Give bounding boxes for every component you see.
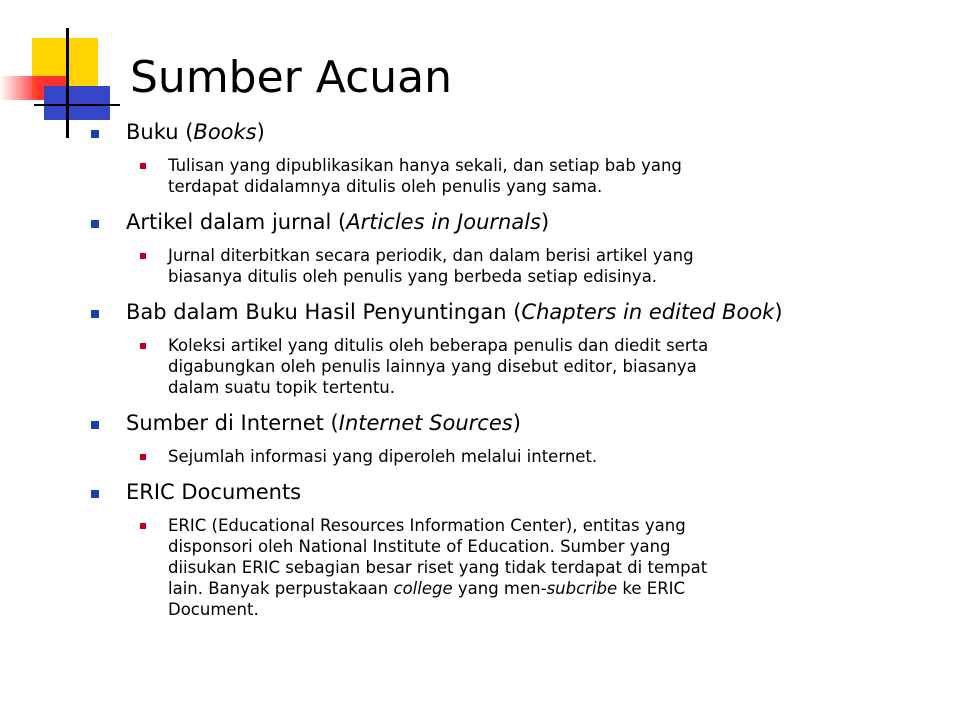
- bullet-list: [88, 112, 888, 620]
- bullet-chapters: Bab dalam Buku Hasil Penyuntingan (Chapters in edited Book): [88, 299, 888, 325]
- bullet-eric: ERIC Documents: [88, 479, 888, 505]
- bullet-books: Buku (Books): [88, 119, 888, 145]
- logo-horizontal-line: [34, 104, 120, 106]
- bullet-internet: Sumber di Internet (Internet Sources): [88, 410, 888, 436]
- sub-bullet-eric: ERIC (Educational Resources Information Center), entitas yang disponsori oleh National Institute of Education. Sumber yang diisukan ERIC sebagian besar riset yang tidak terdapat di tempat lain. Banyak perpustakaan college yang men-subcribe ke ERIC Document.: [88, 515, 888, 620]
- sub-bullet-journals: Jurnal diterbitkan secara periodik, dan dalam berisi artikel yang biasanya ditulis oleh penulis yang berbeda setiap edisinya.: [88, 245, 888, 287]
- sub-bullet-internet: Sejumlah informasi yang diperoleh melalui internet.: [88, 446, 888, 467]
- sub-bullet-chapters: Koleksi artikel yang ditulis oleh beberapa penulis dan diedit serta digabungkan oleh penulis lainnya yang disebut editor, biasanya dalam suatu topik tertentu.: [88, 335, 888, 398]
- bullet-journals: Artikel dalam jurnal (Articles in Journals): [88, 209, 888, 235]
- slide-title: Sumber Acuan: [130, 52, 453, 103]
- sub-bullet-books: Tulisan yang dipublikasikan hanya sekali, dan setiap bab yang terdapat didalamnya ditulis oleh penulis yang sama.: [88, 155, 888, 197]
- logo-vertical-line: [66, 28, 69, 138]
